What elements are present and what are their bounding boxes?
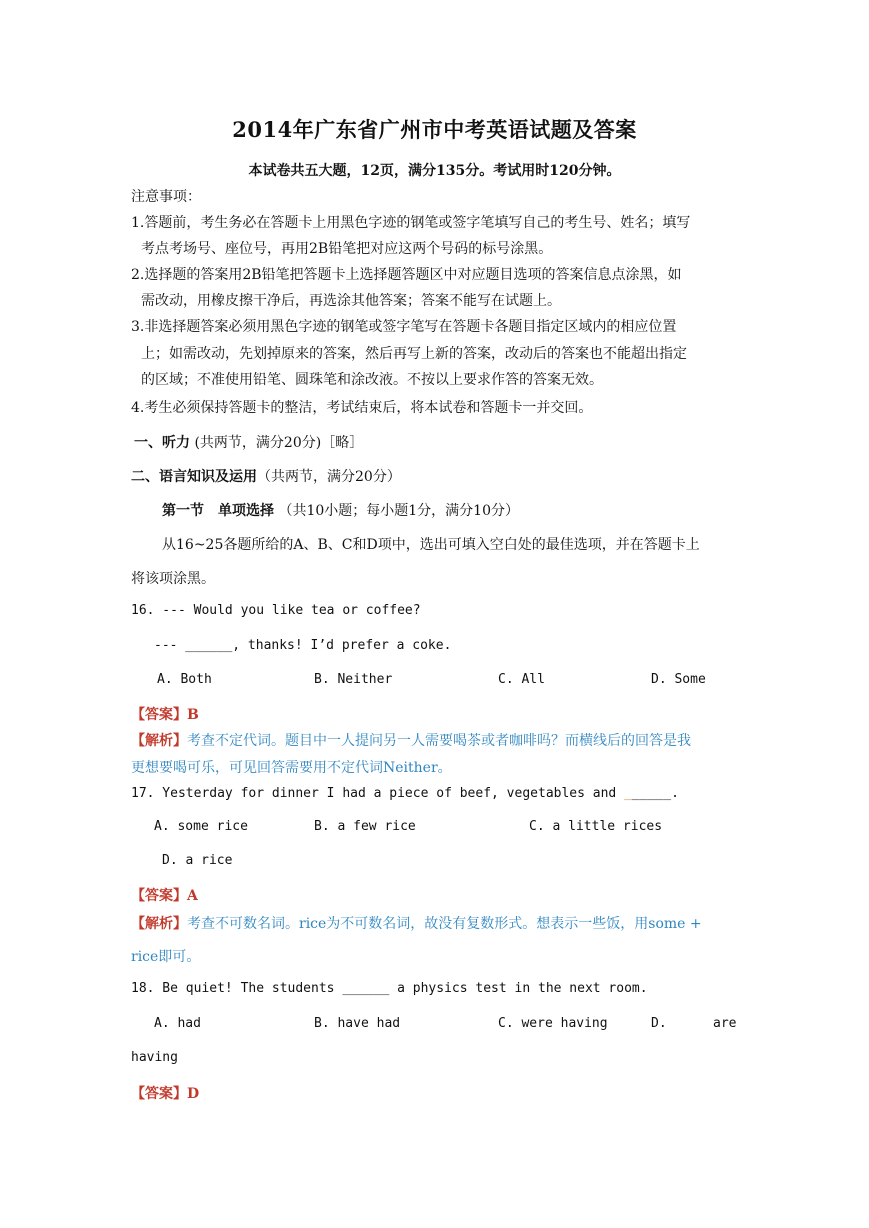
analysis-label: 【解析】 xyxy=(131,733,187,749)
question-18-option-b: B. have had xyxy=(314,1016,401,1031)
question-16-answer-value: B xyxy=(187,707,199,723)
question-16-option-a: A. Both xyxy=(157,672,212,687)
section-1-detail: (共两节，满分20分)［略］ xyxy=(194,435,364,451)
part-1-label: 第一节 单项选择 xyxy=(162,503,274,519)
question-18-answer xyxy=(131,1083,741,1103)
question-17-option-c: C. a little rices xyxy=(529,819,663,834)
question-17-option-a: A. some rice xyxy=(154,819,248,834)
section-1-heading xyxy=(134,432,744,452)
notice-item-3-line-3: 的区域；不准使用铅笔、圆珠笔和涂改液。不按以上要求作答的答案无效。 xyxy=(141,372,603,388)
notice-item-1-line-1: 1.答题前，考生务必在答题卡上用黑色字迹的钢笔或签字笔填写自己的考生号、姓名；填写 xyxy=(131,215,691,231)
question-18-answer-value: D xyxy=(187,1086,200,1102)
question-17-stem xyxy=(131,786,741,801)
notice-item-2-line-1: 2.选择题的答案用2B铅笔把答题卡上选择题答题区中对应题目选项的答案信息点涂黑，如 xyxy=(131,267,682,283)
instruction-line-1: 从16~25各题所给的A、B、C和D项中，选出可填入空白处的最佳选项，并在答题卡上 xyxy=(162,537,700,553)
part-1-heading xyxy=(162,500,772,520)
section-2-detail: （共两节，满分20分） xyxy=(257,469,401,485)
answer-label: 【答案】 xyxy=(131,888,187,904)
part-1-detail: （共10小题；每小题1分，满分10分） xyxy=(278,503,519,519)
page-title: 2014年广东省广州市中考英语试题及答案 xyxy=(232,117,637,142)
section-2-label: 二、语言知识及运用 xyxy=(131,469,257,485)
question-17-stem-end: . xyxy=(671,786,679,801)
question-16-analysis-line-2: 更想要喝可乐，可见回答需要用不定代词Neither。 xyxy=(131,760,452,776)
question-16-answer xyxy=(131,704,741,724)
question-18-option-d: D. xyxy=(651,1016,667,1031)
question-16-option-d: D. Some xyxy=(651,672,706,687)
notice-item-3-line-1: 3.非选择题答案必须用黑色字迹的钢笔或签字笔写在答题卡各题目指定区域内的相应位置 xyxy=(131,319,677,335)
question-16-analysis-line-1 xyxy=(131,730,741,750)
question-18-option-d-word-2: having xyxy=(131,1050,178,1065)
notice-item-3-line-2: 上；如需改动，先划掉原来的答案，然后再写上新的答案，改动后的答案也不能超出指定 xyxy=(141,346,687,362)
answer-label: 【答案】 xyxy=(131,1086,187,1102)
analysis-label: 【解析】 xyxy=(131,916,187,932)
question-17-blank-mark: _ xyxy=(624,786,632,801)
question-17-blank: _____ xyxy=(631,786,672,801)
notice-item-4-line-1: 4.考生必须保持答题卡的整洁，考试结束后，将本试卷和答题卡一并交回。 xyxy=(131,400,593,416)
question-16-option-b: B. Neither xyxy=(314,672,393,687)
question-17-stem-text: 17. Yesterday for dinner I had a piece of beef, vegetables and xyxy=(131,786,625,801)
question-18-stem: 18. Be quiet! The students ______ a physics test in the next room. xyxy=(131,981,648,996)
question-17-analysis-line-1 xyxy=(131,913,741,933)
question-18-option-a: A. had xyxy=(154,1016,201,1031)
page-subtitle: 本试卷共五大题，12页，满分135分。考试用时120分钟。 xyxy=(248,163,621,179)
question-16-stem: 16. --- Would you like tea or coffee? xyxy=(131,603,421,618)
instruction-line-2: 将该项涂黑。 xyxy=(131,571,215,587)
notice-item-2-line-2: 需改动，用橡皮擦干净后，再选涂其他答案；答案不能写在试题上。 xyxy=(141,293,561,309)
section-2-heading xyxy=(131,466,741,486)
question-17-answer xyxy=(131,885,741,905)
question-18-option-c: C. were having xyxy=(498,1016,608,1031)
question-16-stem-2: --- ______, thanks! I’d prefer a coke. xyxy=(154,638,452,653)
question-16-option-c: C. All xyxy=(498,672,545,687)
question-17-option-d: D. a rice xyxy=(162,853,233,868)
notice-heading: 注意事项： xyxy=(131,189,201,205)
answer-label: 【答案】 xyxy=(131,707,187,723)
question-17-answer-value: A xyxy=(187,888,198,904)
question-16-analysis-text-1: 考查不定代词。题目中一人提问另一人需要喝茶或者咖啡吗？而横线后的回答是我 xyxy=(187,733,691,749)
notice-item-1-line-2: 考点考场号、座位号，再用2B铅笔把对应这两个号码的标号涂黑。 xyxy=(141,241,553,257)
question-17-analysis-line-2: rice即可。 xyxy=(131,949,201,965)
section-1-label: 一、听力 xyxy=(134,435,190,451)
question-18-option-d-word-1: are xyxy=(713,1016,737,1031)
question-17-analysis-text-1: 考查不可数名词。rice为不可数名词，故没有复数形式。想表示一些饭，用some + xyxy=(187,916,702,932)
question-17-option-b: B. a few rice xyxy=(314,819,416,834)
